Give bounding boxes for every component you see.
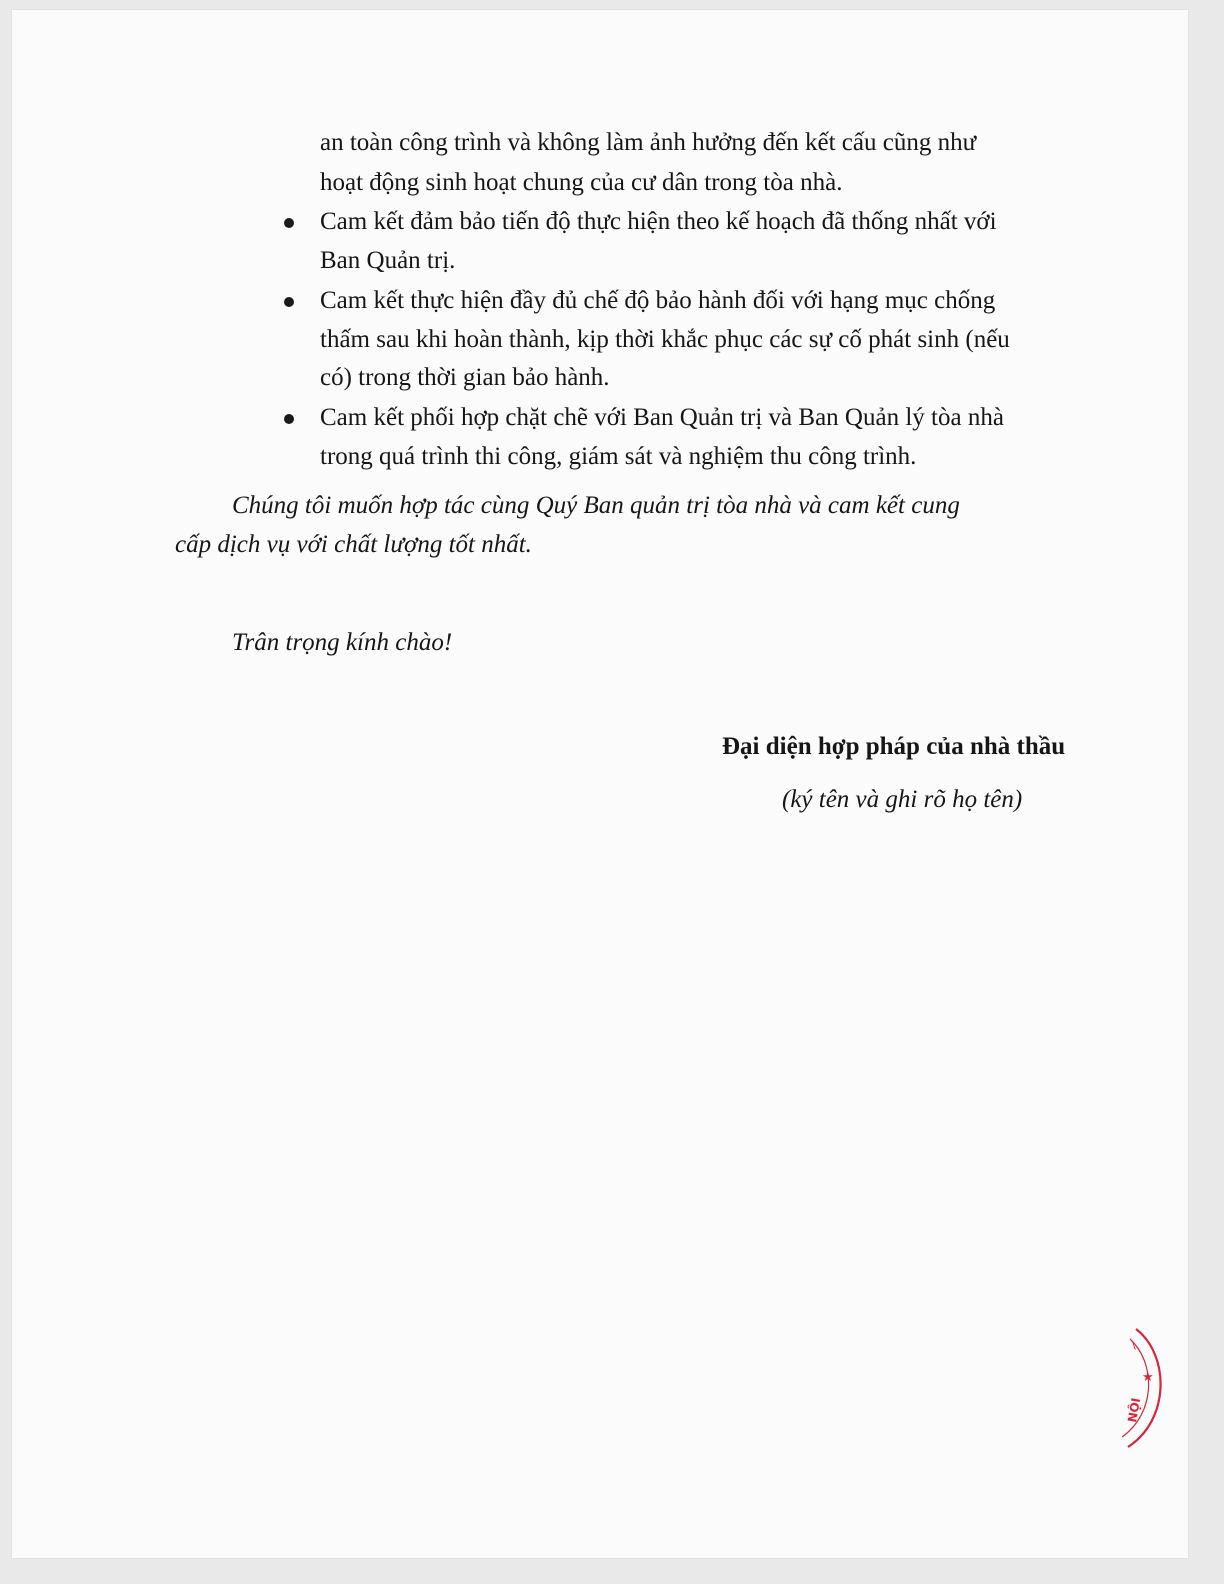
bullet-1-line-2: Ban Quản trị. [320, 247, 456, 274]
bullet-2-line-3: có) trong thời gian bảo hành. [320, 364, 610, 391]
company-seal-stamp [1108, 1325, 1168, 1450]
bullet-2-line-1: Cam kết thực hiện đầy đủ chế độ bảo hành đối với hạng mục chống [320, 287, 996, 314]
bullet-2-line-2: thấm sau khi hoàn thành, kịp thời khắc phục các sự cố phát sinh (nếu [320, 326, 1010, 353]
bullet-3-line-1: Cam kết phối hợp chặt chẽ với Ban Quản trị và Ban Quản lý tòa nhà [320, 404, 1004, 431]
bullet-dot-2 [284, 297, 294, 307]
continuation-line-1: an toàn công trình và không làm ảnh hưởng đến kết cấu cũng như [320, 129, 977, 156]
bullet-1-line-1: Cam kết đảm bảo tiến độ thực hiện theo kế hoạch đã thống nhất với [320, 208, 997, 235]
signature-note: (ký tên và ghi rõ họ tên) [782, 786, 1023, 813]
bullet-dot-1 [284, 218, 294, 228]
signature-title: Đại diện hợp pháp của nhà thầu [722, 733, 1066, 760]
seal-text: NỘI [1125, 1396, 1144, 1424]
bullet-3-line-2: trong quá trình thi công, giám sát và nghiệm thu công trình. [320, 443, 917, 470]
seal-star-icon: ★ [1142, 1370, 1154, 1385]
greeting: Trân trọng kính chào! [232, 629, 453, 656]
document-page [12, 10, 1188, 1558]
continuation-line-2: hoạt động sinh hoạt chung của cư dân trong tòa nhà. [320, 169, 843, 196]
bullet-dot-3 [284, 414, 294, 424]
closing-paragraph-line-2: cấp dịch vụ với chất lượng tốt nhất. [175, 531, 532, 558]
seal-mark: \ [1132, 1339, 1136, 1352]
closing-paragraph-line-1: Chúng tôi muốn hợp tác cùng Quý Ban quản trị tòa nhà và cam kết cung [232, 492, 960, 519]
